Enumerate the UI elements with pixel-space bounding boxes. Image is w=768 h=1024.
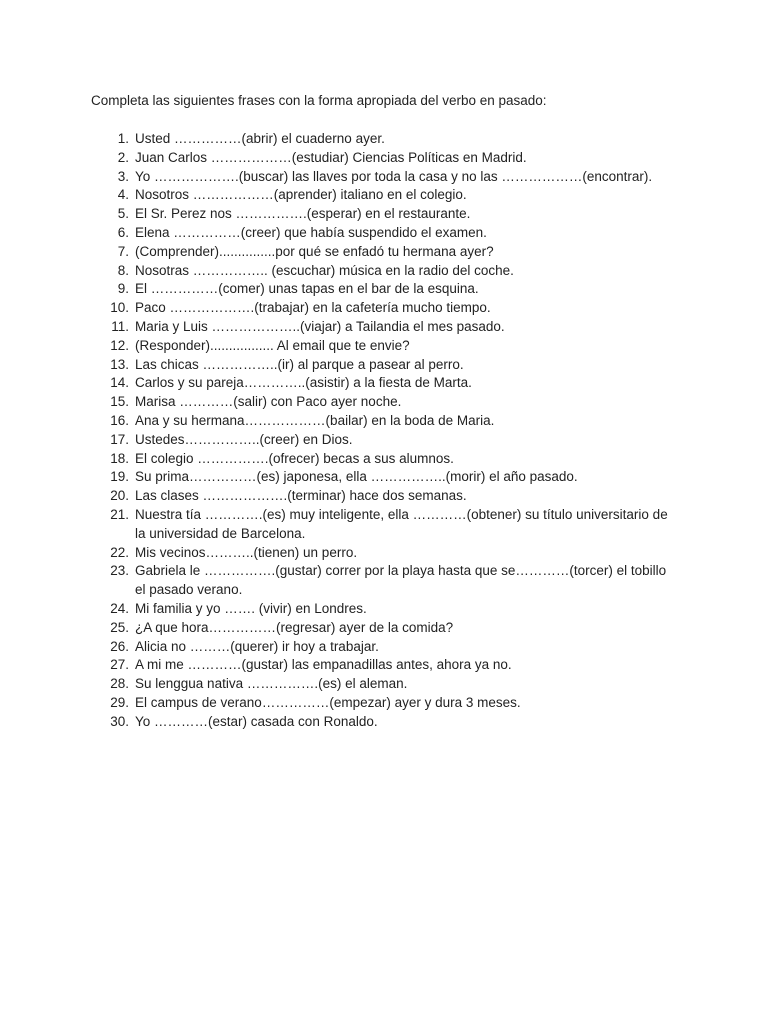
item-text: Usted ……………(abrir) el cuaderno ayer.	[135, 131, 385, 146]
item-number: 8.	[117, 262, 129, 278]
item-number: 7.	[117, 243, 129, 259]
item-text: El Sr. Perez nos …………….(esperar) en el restaurante.	[135, 206, 471, 222]
item-text: El ……………(comer) unas tapas en el bar de la esquina.	[135, 281, 479, 297]
item-number: 3.	[117, 168, 129, 184]
item-text: A mi me …………(gustar) las empanadillas antes, ahora ya no.	[135, 657, 512, 673]
exercise-item	[90, 675, 680, 694]
item-number: 19.	[110, 469, 129, 485]
item-number: 14.	[110, 375, 129, 391]
exercise-item	[90, 130, 680, 149]
item-text: Yo …………(estar) casada con Ronaldo.	[135, 713, 378, 729]
exercise-item	[90, 318, 680, 337]
item-number: 4.	[117, 187, 129, 203]
item-text: Yo ……………….(buscar) las llaves por toda la casa y no las ………………(encontrar).	[135, 168, 653, 184]
exercise-item	[90, 243, 680, 262]
item-text: Nuestra tía ………….(es) muy inteligente, ella …………(obtener) su título universitario de la universidad de Barcelona.	[135, 506, 668, 541]
item-number: 13.	[110, 356, 129, 372]
exercise-item	[90, 431, 680, 450]
item-text: Su prima……………(es) japonesa, ella ……………..(morir) el año pasado.	[135, 469, 578, 485]
item-text: Gabriela le …………….(gustar) correr por la playa hasta que se…………(torcer) el tobillo el pasado verano.	[135, 563, 667, 598]
item-number: 22.	[110, 544, 129, 560]
exercise-item	[90, 393, 680, 412]
exercise-item	[90, 544, 680, 563]
exercise-item	[90, 468, 680, 487]
exercise-item	[90, 487, 680, 506]
item-text: Carlos y su pareja…………..(asistir) a la fiesta de Marta.	[135, 375, 472, 391]
exercise-item	[90, 450, 680, 469]
item-text: Mis vecinos………..(tienen) un perro.	[135, 544, 358, 560]
exercise-item	[90, 374, 680, 393]
item-text: Maria y Luis ………………..(viajar) a Tailandia el mes pasado.	[135, 318, 505, 334]
item-number: 26.	[110, 638, 129, 654]
item-text: Nosotras …………….. (escuchar) música en la radio del coche.	[135, 262, 514, 278]
item-number: 25.	[110, 619, 129, 635]
item-number: 5.	[117, 206, 129, 222]
exercise-item	[90, 224, 680, 243]
exercise-item	[90, 205, 680, 224]
item-number: 30.	[110, 713, 129, 729]
exercise-list	[90, 130, 680, 732]
exercise-item	[90, 412, 680, 431]
exercise-item	[90, 562, 680, 600]
item-text: Nosotros ………………(aprender) italiano en el colegio.	[135, 187, 467, 203]
item-text: Su lenggua nativa …………….(es) el aleman.	[135, 676, 408, 692]
exercise-item	[90, 149, 680, 168]
item-number: 27.	[110, 657, 129, 673]
item-text: Alicia no ………(querer) ir hoy a trabajar.	[135, 638, 379, 654]
item-text: (Comprender)...............por qué se enfadó tu hermana ayer?	[135, 243, 494, 259]
exercise-item	[90, 713, 680, 732]
item-text: El colegio …………….(ofrecer) becas a sus alumnos.	[135, 450, 454, 466]
item-number: 10.	[110, 300, 129, 316]
exercise-item	[90, 280, 680, 299]
item-number: 12.	[110, 337, 129, 353]
item-number: 29.	[110, 694, 129, 710]
item-number: 2.	[117, 149, 129, 165]
item-text: Mi familia y yo ……. (vivir) en Londres.	[135, 600, 367, 616]
item-text: Marisa …………(salir) con Paco ayer noche.	[135, 394, 402, 410]
exercise-item	[90, 656, 680, 675]
exercise-item	[90, 694, 680, 713]
exercise-item	[90, 600, 680, 619]
exercise-item	[90, 619, 680, 638]
item-number: 24.	[110, 600, 129, 616]
item-number: 1.	[117, 131, 129, 146]
item-text: Ustedes……………..(creer) en Dios.	[135, 431, 353, 447]
exercise-item	[90, 337, 680, 356]
item-text: Las clases ……………….(terminar) hace dos semanas.	[135, 488, 467, 504]
item-number: 21.	[110, 506, 129, 522]
item-number: 20.	[110, 488, 129, 504]
item-text: Elena ……………(creer) que había suspendido el examen.	[135, 224, 487, 240]
item-number: 28.	[110, 676, 129, 692]
exercise-item	[90, 299, 680, 318]
exercise-item	[90, 186, 680, 205]
item-text: El campus de verano……………(empezar) ayer y dura 3 meses.	[135, 694, 521, 710]
item-number: 11.	[111, 318, 129, 334]
item-number: 17.	[110, 431, 129, 447]
item-number: 18.	[110, 450, 129, 466]
item-text: Paco ……………….(trabajar) en la cafetería mucho tiempo.	[135, 300, 491, 316]
item-text: Las chicas ……………..(ir) al parque a pasear al perro.	[135, 356, 464, 372]
exercise-item	[90, 168, 680, 187]
exercise-item	[90, 638, 680, 657]
item-text: Ana y su hermana………………(bailar) en la boda de Maria.	[135, 412, 495, 428]
exercise-item	[90, 356, 680, 375]
instructions-text: Completa las siguientes frases con la forma apropiada del verbo en pasado:	[91, 93, 547, 108]
item-text: ¿A que hora……………(regresar) ayer de la comida?	[135, 619, 454, 635]
item-number: 9.	[117, 281, 129, 297]
item-number: 16.	[110, 412, 129, 428]
item-text: (Responder)................. Al email que te envie?	[135, 337, 410, 353]
item-number: 15.	[110, 394, 129, 410]
item-number: 23.	[110, 563, 129, 579]
exercise-item	[90, 262, 680, 281]
exercise-item	[90, 506, 680, 544]
item-number: 6.	[117, 224, 129, 240]
item-text: Juan Carlos ………………(estudiar) Ciencias Políticas en Madrid.	[135, 149, 527, 165]
